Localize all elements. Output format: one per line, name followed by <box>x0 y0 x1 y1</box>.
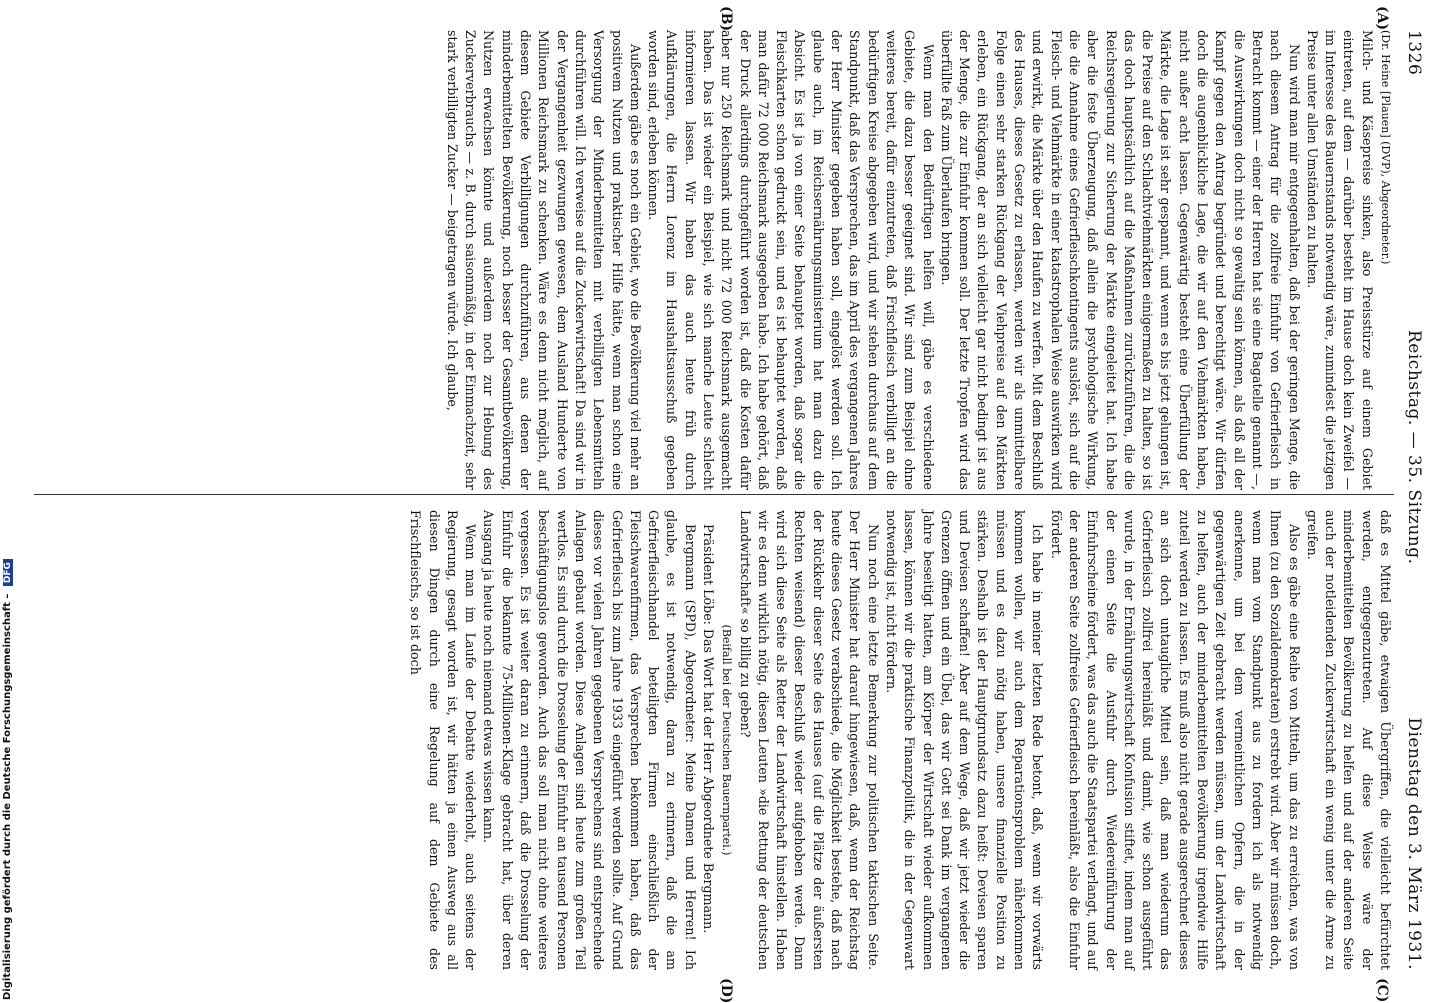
paragraph: Nun noch eine letzte Bemerkung zur politischen taktischen Seite. Der Herr Minister hat darauf hingewiesen, daß, wenn der Reichstag heute dieses Gesetz verabschiede, die Möglichkeit bestehe, daß nach der Rückkehr dieser Seite des Hauses (auf die Plätze der äußersten Rechten weisend) dieser Beschluß wieder aufgehoben werde. Dann wird sich diese Seite als Retter der Landwirtschaft hinstellen. Haben wir es denn wirklich nötig, diesen Leuten »die Rettung der deutschen Landwirtschaft« so billig zu geben? <box>737 510 881 970</box>
running-header <box>1398 30 1424 970</box>
paragraph: Wenn man den Bedürftigen helfen will, gäbe es verschiedene Gebiete, die dazu besser geeignet sind. Wir sind zum Beispiel ohne weiteres bereit, dafür einzutreten, daß Frischfleisch verbilligt an die bedürftigen Kreise abgegeben wird, und wir stehen durchaus auf dem Standpunkt, daß das Versprechen, das im April des vergangenen Jahres der Herr Minister gegeben haben soll, eingelöst werden soll. Ich glaube auch, im Reichsernährungsministerium hat man dazu die Absicht. Es ist ja von einer Seite behauptet worden, daß sogar die Fleischkarten schon gedruckt sein, und es ist behauptet worden, daß man dafür 72 000 Reichsmark ausgegeben habe. Ich habe gehört, daß der Druck allerdings durchgeführt worden ist, daß die Kosten dafür aber nur 250 Reichsmark und nicht 72 000 Reichsmark ausgemacht haben. Das ist wieder ein Beispiel, wie sich manche Leute schlecht informieren lassen. Wir haben das auch heute früh durch Aufklärungen, die Herrn Lorenz im Haushaltsausschuß gegeben worden sind, erleben können. <box>646 30 936 490</box>
column-divider <box>34 494 1394 495</box>
left-text-column <box>443 30 1394 490</box>
footer-text: Digitalisierung gefördert durch die Deutsche Forschungsgemeinschaft – <box>2 593 13 1000</box>
paragraph: Ich habe in meiner letzten Rede betont, daß, wenn wir vorwärts kommen wollen, wir auch dem Reparationsproblem näherkommen müssen und es dazu nötig haben, unsere finanzielle Position zu stärken. Deshalb ist der Hauptgrundsatz dazu heißt: Devisen sparen und Devisen schaffen! Aber auf dem Wege, daß wir jetzt wieder die Grenzen öffnen und ein Übel, das wir Gott sei Dank im vergangenen Jahre beseitigt hatten, am Körper der Wirtschaft wieder aufkommen lassen, können wir die praktische Finanzpolitik, die in der Gegenwart notwendig ist, nicht fördern. <box>883 510 1046 970</box>
paragraph: daß es Mittel gäbe, etwaigen Übergriffen, die vielleicht befürchtet werden, entgegenzutreten. Auf diese Weise wäre der minderbemittelten Bevölkerung zu helfen und auf der anderen Seite auch der notleidenden Zuckerwirtschaft ein wenig unter die Arme zu greifen. <box>1304 510 1393 970</box>
applause-note: (Beifall bei der Deutschen Bauernpartei.) <box>720 624 734 856</box>
speaker-continuation-note: (Dr. Heine [Plauen] (DVP), Abgeordneter.) <box>1379 30 1392 265</box>
margin-mark-b: (B) <box>718 6 734 32</box>
digitization-footer <box>2 562 20 1000</box>
margin-mark-a: (A) <box>1374 6 1390 31</box>
dfg-logo: DFG <box>3 559 13 586</box>
paragraph: Nun wird man mir entgegenhalten, daß bei der geringen Menge, die nach diesem Antrag für die zollfreie Einfuhr von Gefrierfleisch in Betracht kommt — einer der Herren hat sie eine Bagatelle genannt —, die Auswirkungen doch nicht so gewaltig sein können, als daß all der Kampf gegen den Antrag begründet und berechtigt wäre. Wir dürfen doch die augenblickliche Lage, die wir auf den Viehmärkten haben, nicht außer acht lassen. Gegenwärtig besteht eine Überfüllung der Märkte, die Lage ist sehr gespannt, und wenn es bis jetzt gelungen ist, die Preise auf den Schlachtviehmärkten einigermaßen zu halten, so ist das doch hauptsächlich auf die Maßnahmen zurückzuführen, die die Reichsregierung zur Sicherung der Märkte eingeleitet hat. Ich habe aber die feste Überzeugung, daß allein die psychologische Wirkung, die die Annahme eines Gefrierfleischkontingents auslöst, sich auf die Fleisch- und Viehmärkte in einer katastrophalen Weise auswirken wird und erwirkt, die Märkte über den Haufen zu werfen. Mit dem Beschluß des Hauses, dieses Gesetz zu erlassen, werden wir als unmittelbare Folge einen sehr starken Rückgang der Viehpreise auf den Märkten erleben, ein Rückgang, der an sich vielleicht gar nicht bedingt ist aus der Menge, die zur Einfuhr kommen soll. Der letzte Tropfen wird das überfüllte Faß zum Überlaufen bringen. <box>938 30 1302 490</box>
paragraph: Wenn man im Laufe der Debatte wiederholt, auch seitens der Regierung, gesagt worden ist, wir hätten ja einen Ausweg aus all diesen Dingen durch eine Regelung auf dem Gebiete des Frischfleischs, so ist doch <box>408 510 479 970</box>
right-text-column <box>406 510 1394 970</box>
header-date: Dienstag den 3. März 1931. <box>1404 717 1424 970</box>
margin-mark-d: (D) <box>718 978 734 1003</box>
president-speaker-line: Präsident Löbe: Das Wort hat der Herr Abgeordnete Bergmann. <box>701 524 717 934</box>
header-title: Reichstag. — 35. Sitzung. <box>1404 330 1424 565</box>
paragraph: Außerdem gäbe es noch ein Gebiet, wo die Bevölkerung viel mehr an positivem Nutzen und praktischer Hilfe hätte, wenn man schon eine Versorgung der Minderbemittelten mit verbilligten Lebensmitteln durchführen will. Ich verweise auf die Zuckerwirtschaft! Da sind wir in der Vergangenheit gezwungen gewesen, dem Ausland Hunderte von Millionen Reichsmark zu schenken. Wäre es denn nicht möglich, auf diesem Gebiete Verbilligungen durchzuführen, aus denen der minderbemittelten Bevölkerung, noch besser der Gesamtbevölkerung, Nutzen erwachsen könnte und außerdem noch zur Hebung des Zuckerverbrauchs — z. B. durch saisonmäßig, in der Einmachzeit, sehr stark verbilligten Zucker — beigetragen würde. Ich glaube, <box>444 30 643 490</box>
page-number: 1326 <box>1404 30 1424 76</box>
paragraph: Also es gäbe eine Reihe von Mitteln, um das zu erreichen, was von Ihnen (zu den Sozialdemokraten) erstrebt wird. Aber wir müssen doch, wenn man vom Standpunkt aus zu fordern ich als notwendig anerkenne, um bei dem vermeintlichen Opfern, die in der gegenwärtigen Zeit gebracht werden müssen, um der Landwirtschaft zu helfen, auch der minderbemittelten Bevölkerung irgendwie Hilfe zuteil werden zu lassen. Es muß also nicht gerade ausgerechnet dieses an sich doch untaugliche Mittel sein, daß man wiederum das Gefrierfleisch zollfrei hereinläßt und damit, wie schon ausgeführt wurde, in der Ernährungswirtschaft Konfusion stiftet, indem man auf der einen Seite die Ausfuhr durch Wiedereinführung der Einfuhrscheine fördert, was das auch die Staatspartei verlangt, und auf der anderen Seite zollfreies Gefrierfleisch hereinläßt, also die Einfuhr fördert. <box>1048 510 1302 970</box>
paragraph: Milch- und Käsepreise sinken, also Preisstürze auf einem Gebiet eintreten, auf dem — darüber besteht im Hause doch kein Zweifel — im Interesse des Bauernstands notwendig wäre, zumindest die jetzigen Preise unter allen Umständen zu halten. <box>1304 30 1375 490</box>
margin-mark-c: (C) <box>1374 978 1390 1003</box>
paragraph: Bergmann (SPD), Abgeordneter: Meine Damen und Herren! Ich glaube, es ist notwendig, daran zu erinnern, daß die am Gefrierfleischhandel beteiligten Firmen einschließlich der Fleischwarenfirmen, das Versprechen bekommen haben, daß das Gefrierfleisch bis zum Jahre 1933 eingeführt werden sollte. Auf Grund dieses vor vielen Jahren gegebenen Versprechens sind entsprechende Anlagen gebaut worden. Diese Anlagen sind heute zum großen Teil wertlos. Es sind durch die Drosselung der Einfuhr an tausend Personen beschäftigungslos geworden. Auch das soll man nicht ohne weiteres vergessen. Es ist weiter daran zu erinnern, daß die Drosselung der Einfuhr die bekannte 75-Millionen-Klage gebracht hat, über deren Ausgang ja heute noch niemand etwas wissen kann. <box>481 510 698 970</box>
